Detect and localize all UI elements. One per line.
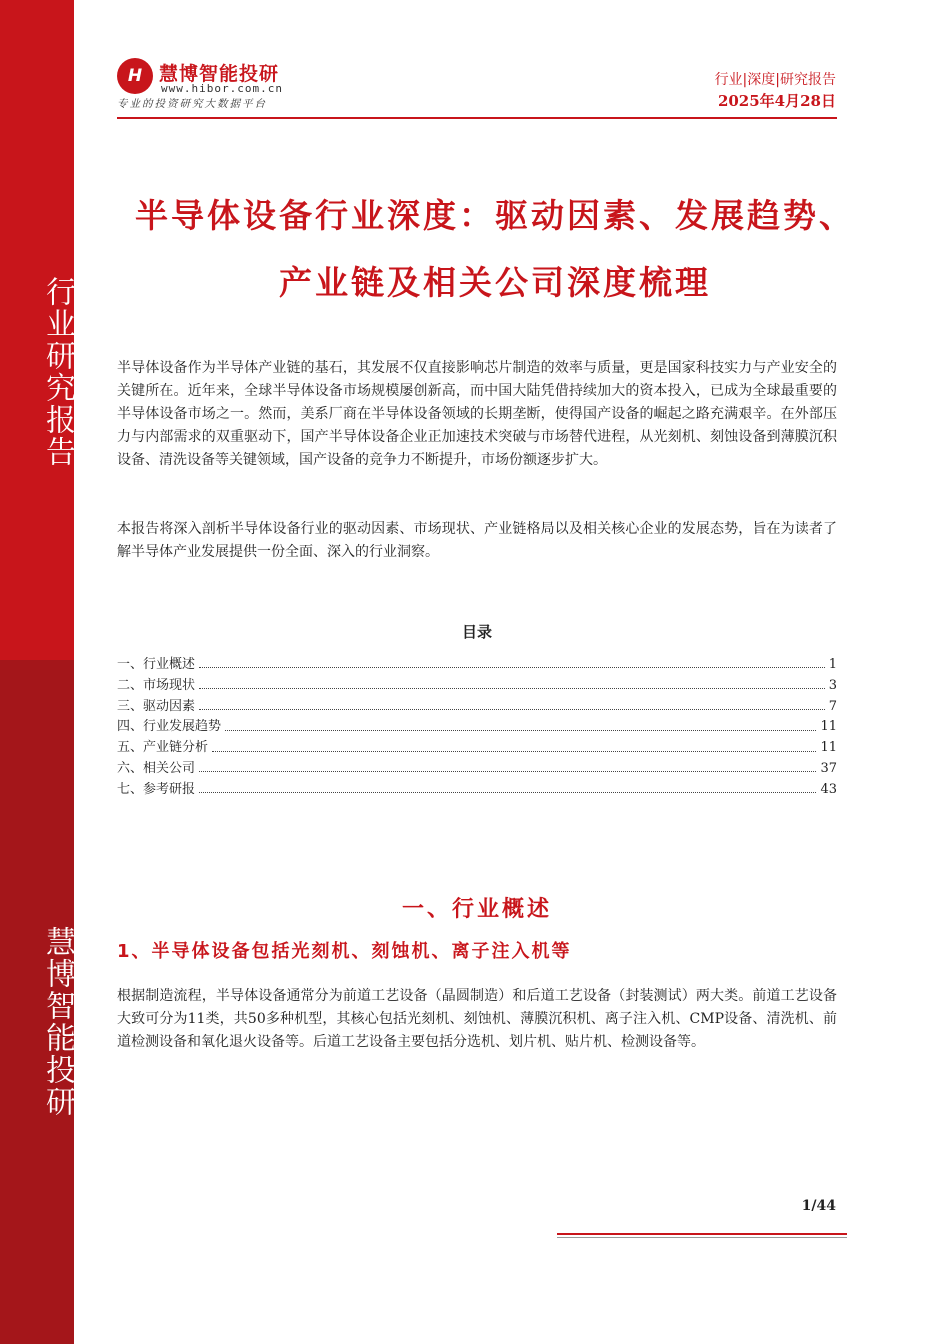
toc-item-label: 六、相关公司 [117,760,196,776]
toc-item[interactable] [117,715,837,736]
section-heading: 一、行业概述 [401,897,552,922]
toc-item[interactable] [117,778,837,799]
toc-item-label: 三、驱动因素 [117,698,196,714]
header-divider [117,117,837,119]
report-date: 2025年4月28日 [717,92,836,110]
sidebar-label-brand: 慧博智能投研 [40,926,75,1118]
toc-item-label: 一、行业概述 [117,657,196,672]
toc-leader [199,687,825,689]
toc-item-page: 7 [828,698,837,714]
report-meta [715,70,836,112]
toc-item-label: 七、参考研报 [117,781,196,797]
toc-item-page: 1 [828,657,837,672]
toc-item[interactable] [117,736,837,757]
intro-paragraph-2: 本报告将深入剖析半导体设备行业的驱动因素、市场现状、产业链格局以及相关核心企业的发展态势，旨在为读者了解半导体产业发展提供一份全面、深入的行业洞察。 [117,521,837,560]
toc-leader [199,770,816,772]
toc-item-page: 43 [820,781,837,797]
footer-divider [557,1233,847,1235]
toc-leader [225,729,816,731]
logo-name: 慧博智能投研 [159,63,280,85]
brand-logo[interactable] [117,58,377,112]
page-title-line-1: 半导体设备行业深度：驱动因素、发展趋势、 [135,196,855,235]
logo-slogan: 专业的投资研究大数据平台 [117,98,267,110]
toc-leader [199,666,825,668]
sidebar-label-report: 行业研究报告 [40,276,75,468]
toc-leader [199,791,816,793]
toc-item[interactable] [117,653,837,674]
report-type: 行业|深度|研究报告 [714,72,836,88]
toc-leader [212,750,816,752]
toc-item-page: 11 [820,740,837,756]
toc-item-page: 37 [820,760,837,776]
section-paragraph: 根据制造流程，半导体设备通常分为前道工艺设备（晶圆制造）和后道工艺设备（封装测试）两大类。前道工艺设备大致可分为11类，共50多种机型，其核心包括光刻机、刻蚀机、薄膜沉积机、离子注入机、CMP设备、清洗机、前道检测设备和氧化退火设备等。后道工艺设备主要包括分选机、划片机、贴片机、检测设备等。 [117,988,837,1050]
footer-divider-thin [557,1237,847,1238]
page-number: 1/44 [801,1198,836,1214]
logo-url: www.hibor.com.cn [161,82,283,95]
page-title-line-2: 产业链及相关公司深度梳理 [279,263,711,302]
toc-item-label: 四、行业发展趋势 [117,719,222,735]
toc-heading: 目录 [461,623,492,641]
toc-item[interactable] [117,674,837,695]
sidebar-bottom-band [0,660,74,1344]
toc-item-page: 11 [820,719,837,735]
sidebar-top-band [0,0,74,660]
toc-item-label: 二、市场现状 [117,677,196,693]
subsection-heading: 1、半导体设备包括光刻机、刻蚀机、离子注入机等 [117,941,572,962]
intro-paragraph-1: 半导体设备作为半导体产业链的基石，其发展不仅直接影响芯片制造的效率与质量，更是国家科技实力与产业安全的关键所在。近年来，全球半导体设备市场规模屡创新高，而中国大陆凭借持续加大的资本投入，已成为全球最重要的半导体设备市场之一。然而，美系厂商在半导体设备领域的长期垄断，使得国产设备的崛起之路充满艰辛。在外部压力与内部需求的双重驱动下，国产半导体设备企业正加速技术突破与市场替代进程，从光刻机、刻蚀设备到薄膜沉积设备、清洗设备等关键领域，国产设备的竞争力不断提升，市场份额逐步扩大。 [117,360,837,468]
table-of-contents [117,653,837,799]
toc-item[interactable] [117,695,837,716]
logo-mark-icon: H [117,58,153,94]
toc-item-label: 五、产业链分析 [117,740,209,756]
toc-item-page: 3 [828,677,837,693]
toc-leader [199,708,825,710]
toc-item[interactable] [117,757,837,778]
